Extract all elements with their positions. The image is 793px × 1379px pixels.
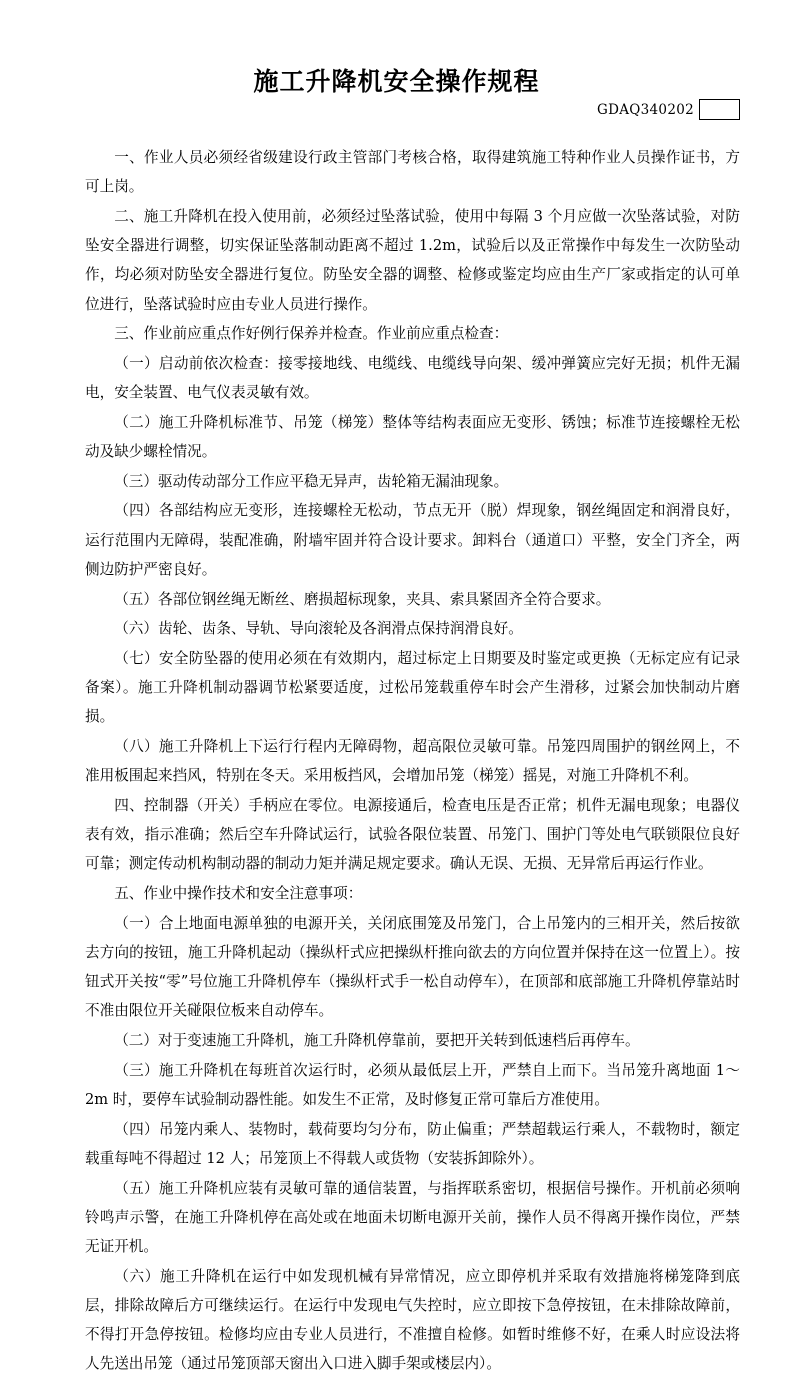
- paragraph: （五）各部位钢丝绳无断丝、磨损超标现象，夹具、索具紧固齐全符合要求。: [114, 590, 611, 608]
- paragraph: 五、作业中操作技术和安全注意事项：: [114, 885, 363, 903]
- paragraph: 四、控制器（开关）手柄应在零位。电源接通后，检查电压是否正常；机件无漏电现象；电器仪表有效，指示准确；然后空车升降试运行，试验各限位装置、吊笼门、围护门等处电气联锁限位良好可靠；测定传动机构制动器的制动力矩并满足规定要求。确认无误、无损、无异常后再运行作业。: [85, 796, 740, 873]
- paragraph: 一、作业人员必须经省级建设行政主管部门考核合格，取得建筑施工特种作业人员操作证书，方可上岗。: [85, 149, 740, 196]
- document-body: [85, 143, 740, 1379]
- paragraph: （二）施工升降机标准节、吊笼（梯笼）整体等结构表面应无变形、锈蚀；标准节连接螺栓无松动及缺少螺栓情况。: [85, 413, 740, 461]
- paragraph: （三）驱动传动部分工作应平稳无异声，齿轮箱无漏油现象。: [114, 472, 509, 490]
- paragraph: （六）齿轮、齿条、导轨、导向滚轮及各润滑点保持润滑良好。: [114, 620, 523, 638]
- document-code-checkbox[interactable]: [699, 99, 740, 120]
- paragraph: （七）安全防坠器的使用必须在有效期内，超过标定上日期要及时鉴定或更换（无标定应有记录备案）。施工升降机制动器调节松紧要适度，过松吊笼载重停车时会产生滑移，过紧会加快制动片磨损。: [85, 649, 740, 726]
- paragraph: （四）各部结构应无变形，连接螺栓无松动，节点无开（脱）焊现象，钢丝绳固定和润滑良好，运行范围内无障碍，装配准确，附墙牢固并符合设计要求。卸料台（通道口）平整，安全门齐全，两侧边防护严密良好。: [85, 502, 740, 578]
- document-code-row: [597, 99, 740, 120]
- paragraph: 三、作业前应重点作好例行保养并检查。作业前应重点检查：: [114, 325, 509, 343]
- paragraph: （八）施工升降机上下运行行程内无障碍物，超高限位灵敏可靠。吊笼四周围护的钢丝网上，不准用板围起来挡风，特别在冬天。采用板挡风，会增加吊笼（梯笼）摇晃，对施工升降机不利。: [85, 738, 740, 785]
- paragraph: （二）对于变速施工升降机，施工升降机停靠前，要把开关转到低速档后再停车。: [114, 1032, 640, 1050]
- paragraph: （五）施工升降机应装有灵敏可靠的通信装置，与指挥联系密切，根据信号操作。开机前必须响铃鸣声示警，在施工升降机停在高处或在地面未切断电源开关前，操作人员不得离开操作岗位，严禁无证开机。: [85, 1179, 740, 1256]
- paragraph: （六）施工升降机在运行中如发现机械有异常情况，应立即停机并采取有效措施将梯笼降到底层，排除故障后方可继续运行。在运行中发现电气失控时，应立即按下急停按钮，在未排除故障前，不得打开急停按钮。检修均应由专业人员进行，不准擅自检修。如暂时维修不好，在乘人时应设法将人先送出吊笼（通过吊笼顶部天窗出入口进入脚手架或楼层内）。: [85, 1267, 740, 1373]
- page-title: 施工升降机安全操作规程: [253, 67, 540, 96]
- document-code-label: GDAQ340202: [597, 101, 694, 118]
- paragraph: （一）启动前依次检查：接零接地线、电缆线、电缆线导向架、缓冲弹簧应完好无损；机件无漏电，安全装置、电气仪表灵敏有效。: [85, 354, 740, 402]
- paragraph: （四）吊笼内乘人、装物时，载荷要均匀分布，防止偏重；严禁超载运行乘人，不载物时，额定载重每吨不得超过 12 人；吊笼顶上不得载人或货物（安装拆卸除外）。: [85, 1120, 740, 1167]
- paragraph: （三）施工升降机在每班首次运行时，必须从最低层上开，严禁自上而下。当吊笼升离地面 1～2m 时，要停车试验制动器性能。如发生不正常，及时修复正常可靠后方准使用。: [85, 1061, 740, 1108]
- paragraph: 二、施工升降机在投入使用前，必须经过坠落试验，使用中每隔 3 个月应做一次坠落试验，对防坠安全器进行调整，切实保证坠落制动距离不超过 1.2m，试验后以及正常操作中每发生一次防坠动作，均必须对防坠安全器进行复位。防坠安全器的调整、检修或鉴定均应由生产厂家或指定的认可单位进行，坠落试验时应由专业人员进行操作。: [85, 207, 740, 313]
- paragraph: （一）合上地面电源单独的电源开关，关闭底围笼及吊笼门，合上吊笼内的三相开关，然后按欲去方向的按钮，施工升降机起动（操纵杆式应把操纵杆推向欲去的方向位置并保持在这一位置上）。按钮式开关按“零”号位施工升降机停车（操纵杆式手一松自动停车），在顶部和底部施工升降机停靠站时不准由限位开关碰限位板来自动停车。: [85, 914, 740, 1020]
